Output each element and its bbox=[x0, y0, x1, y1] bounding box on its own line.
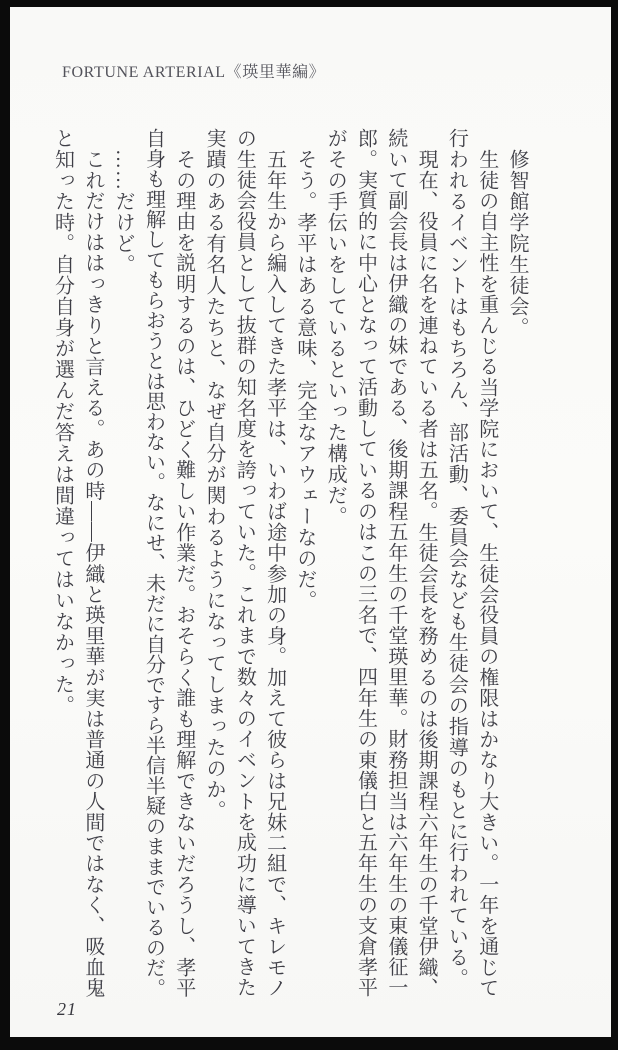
text-column: 五年生から編入してきた孝平は、いわば途中参加の身。加えて彼らは兄妹二組で、キレモノ bbox=[263, 149, 286, 999]
text-column: そう。孝平はある意味、完全なアウェーなのだ。 bbox=[293, 149, 316, 611]
text-column: がその手伝いをしているといった構成だ。 bbox=[324, 128, 347, 527]
text-column: 続いて副会長は伊織の妹である、後期課程五年生の千堂瑛里華。財務担当は六年生の東儀征一 bbox=[384, 128, 407, 998]
text-column: の生徒会役員として抜群の知名度を誇っていた。これまで数々のイベントを成功に導いてきた bbox=[233, 128, 256, 998]
text-column: 生徒の自主性を重んじる当学院において、生徒会役員の権限はかなり大きい。一年を通じて bbox=[475, 149, 498, 999]
book-page bbox=[10, 7, 611, 1037]
text-column: その理由を説明するのは、ひどく難しい作業だ。おそらく誰も理解できないだろうし、孝平 bbox=[172, 149, 195, 999]
text-column: 行われるイベントはもちろん、部活動、委員会なども生徒会の指導のもとに行われている。 bbox=[445, 128, 468, 989]
text-column: 修智館学院生徒会。 bbox=[506, 149, 528, 338]
text-column: 郎。実質的に中心となって活動しているのはこの三名で、四年生の東儀白と五年生の支倉孝平 bbox=[354, 128, 377, 998]
text-column: と知った時。自分自身が選んだ答えは間違ってはいなかった。 bbox=[51, 128, 74, 716]
page-number: 21 bbox=[57, 999, 77, 1019]
running-header: FORTUNE ARTERIAL《瑛里華編》 bbox=[62, 64, 326, 81]
text-column: 実蹟のある有名人たちと、なぜ自分が関わるようになってしまったのか。 bbox=[203, 128, 226, 821]
text-column: ……だけど。 bbox=[112, 149, 135, 275]
vertical-text-block bbox=[47, 128, 532, 1000]
text-column: これだけははっきりと言える。あの時——伊織と瑛里華が実は普通の人間ではなく、吸血鬼 bbox=[81, 149, 104, 999]
text-column: 現在、役員に名を連ねている者は五名。生徒会長を務めるのは後期課程六年生の千堂伊織、 bbox=[415, 149, 438, 999]
text-column: 自身も理解してもらおうとは思わない。なにせ、未だに自分ですら半信半疑のままでいるのだ。 bbox=[142, 128, 165, 998]
